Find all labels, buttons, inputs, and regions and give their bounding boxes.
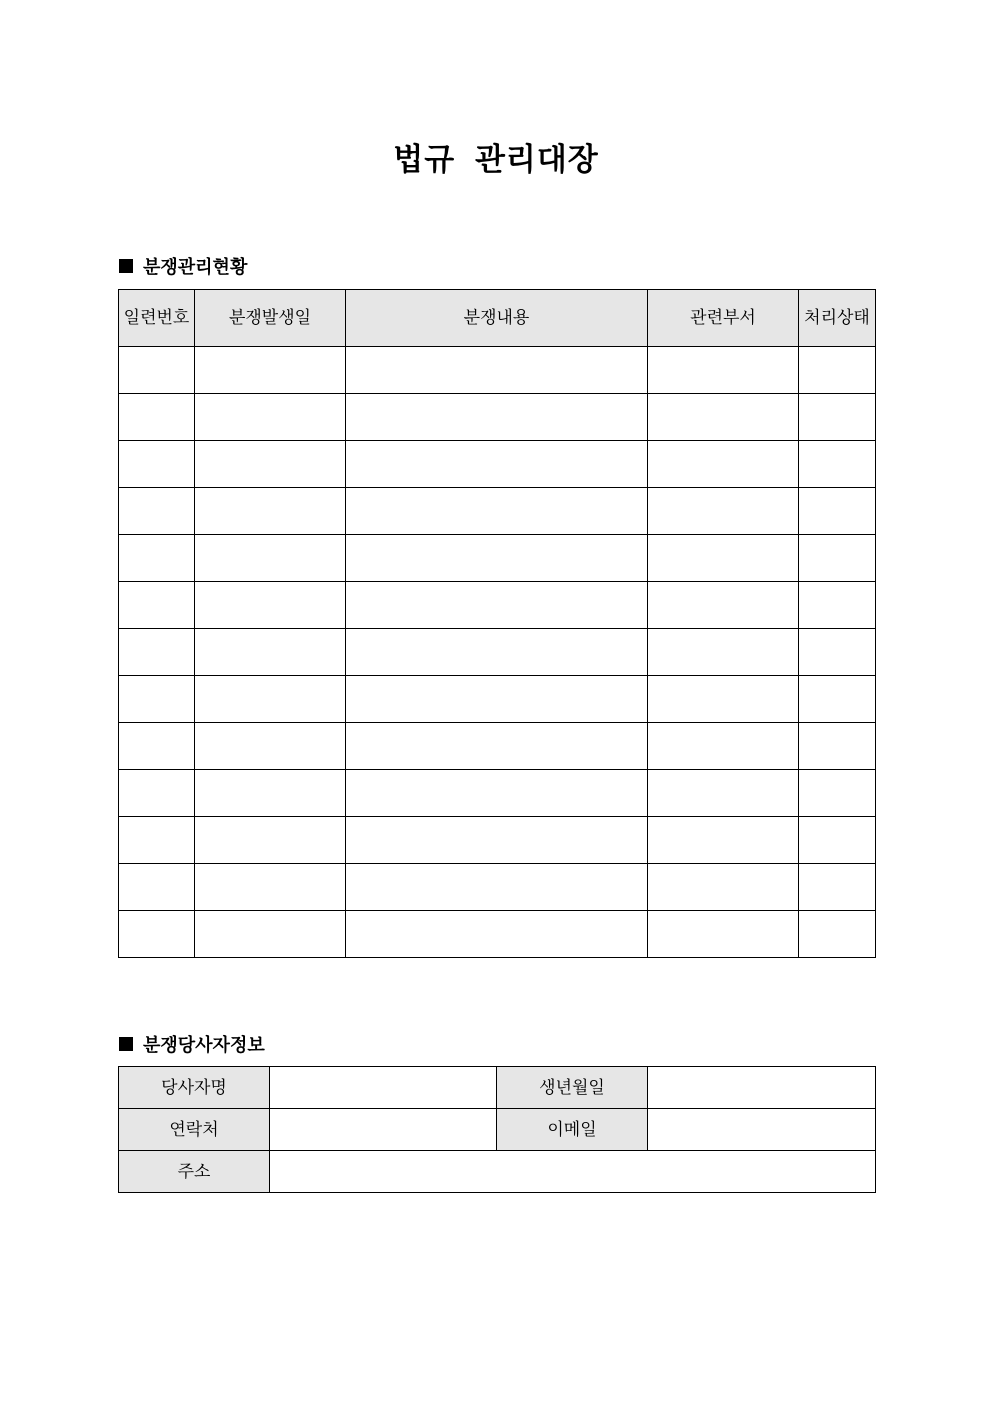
department-cell[interactable] — [648, 347, 799, 394]
serial-no-cell[interactable] — [119, 676, 195, 723]
table-row — [119, 347, 876, 394]
party-name-field[interactable] — [270, 1067, 497, 1109]
dispute-content-cell[interactable] — [346, 676, 648, 723]
status-cell[interactable] — [799, 347, 876, 394]
serial-no-cell[interactable] — [119, 864, 195, 911]
section-heading-party-info — [119, 1031, 265, 1057]
column-header-serial-no: 일련번호 — [119, 290, 195, 347]
serial-no-cell[interactable] — [119, 629, 195, 676]
dispute-date-cell[interactable] — [195, 582, 346, 629]
dispute-content-cell[interactable] — [346, 347, 648, 394]
department-cell[interactable] — [648, 911, 799, 958]
department-cell[interactable] — [648, 770, 799, 817]
table-row — [119, 911, 876, 958]
table-row — [119, 770, 876, 817]
dispute-status-table — [118, 289, 876, 958]
department-cell[interactable] — [648, 723, 799, 770]
dispute-content-cell[interactable] — [346, 441, 648, 488]
column-header-dispute-date: 분쟁발생일 — [195, 290, 346, 347]
status-cell[interactable] — [799, 535, 876, 582]
dispute-date-cell[interactable] — [195, 441, 346, 488]
table-row — [119, 723, 876, 770]
serial-no-cell[interactable] — [119, 817, 195, 864]
table-row — [119, 629, 876, 676]
dispute-content-cell[interactable] — [346, 629, 648, 676]
serial-no-cell[interactable] — [119, 488, 195, 535]
page-title: 법규 관리대장 — [393, 142, 599, 178]
section-heading-label: 분쟁관리현황 — [143, 257, 248, 278]
department-cell[interactable] — [648, 817, 799, 864]
contact-field[interactable] — [270, 1109, 497, 1151]
status-cell[interactable] — [799, 817, 876, 864]
serial-no-cell[interactable] — [119, 347, 195, 394]
serial-no-cell[interactable] — [119, 770, 195, 817]
department-cell[interactable] — [648, 864, 799, 911]
status-cell[interactable] — [799, 582, 876, 629]
table-row — [119, 676, 876, 723]
serial-no-cell[interactable] — [119, 394, 195, 441]
dispute-date-cell[interactable] — [195, 535, 346, 582]
table-row — [119, 1151, 876, 1193]
square-bullet-icon — [119, 1037, 133, 1051]
section-heading-dispute-status — [119, 253, 247, 279]
department-cell[interactable] — [648, 676, 799, 723]
section-heading-label: 분쟁당사자정보 — [143, 1035, 265, 1056]
email-label: 이메일 — [497, 1109, 648, 1151]
department-cell[interactable] — [648, 441, 799, 488]
status-cell[interactable] — [799, 441, 876, 488]
serial-no-cell[interactable] — [119, 911, 195, 958]
table-row — [119, 535, 876, 582]
status-cell[interactable] — [799, 488, 876, 535]
status-cell[interactable] — [799, 911, 876, 958]
table-row — [119, 1109, 876, 1151]
birthdate-label: 생년월일 — [497, 1067, 648, 1109]
dispute-date-cell[interactable] — [195, 676, 346, 723]
dispute-content-cell[interactable] — [346, 535, 648, 582]
address-field[interactable] — [270, 1151, 876, 1193]
dispute-date-cell[interactable] — [195, 864, 346, 911]
table-row — [119, 582, 876, 629]
table-row — [119, 1067, 876, 1109]
status-cell[interactable] — [799, 676, 876, 723]
department-cell[interactable] — [648, 629, 799, 676]
serial-no-cell[interactable] — [119, 441, 195, 488]
birthdate-field[interactable] — [648, 1067, 876, 1109]
party-name-label: 당사자명 — [119, 1067, 270, 1109]
address-label: 주소 — [119, 1151, 270, 1193]
dispute-date-cell[interactable] — [195, 488, 346, 535]
dispute-content-cell[interactable] — [346, 770, 648, 817]
table-row — [119, 817, 876, 864]
status-cell[interactable] — [799, 394, 876, 441]
status-cell[interactable] — [799, 723, 876, 770]
dispute-date-cell[interactable] — [195, 911, 346, 958]
status-cell[interactable] — [799, 864, 876, 911]
dispute-content-cell[interactable] — [346, 394, 648, 441]
party-info-table — [118, 1066, 876, 1193]
department-cell[interactable] — [648, 582, 799, 629]
column-header-status: 처리상태 — [799, 290, 876, 347]
contact-label: 연락처 — [119, 1109, 270, 1151]
serial-no-cell[interactable] — [119, 582, 195, 629]
dispute-date-cell[interactable] — [195, 723, 346, 770]
column-header-department: 관련부서 — [648, 290, 799, 347]
email-field[interactable] — [648, 1109, 876, 1151]
serial-no-cell[interactable] — [119, 723, 195, 770]
dispute-date-cell[interactable] — [195, 629, 346, 676]
dispute-content-cell[interactable] — [346, 817, 648, 864]
status-cell[interactable] — [799, 629, 876, 676]
table-header-row — [119, 290, 876, 347]
department-cell[interactable] — [648, 488, 799, 535]
dispute-content-cell[interactable] — [346, 488, 648, 535]
department-cell[interactable] — [648, 535, 799, 582]
status-cell[interactable] — [799, 770, 876, 817]
dispute-date-cell[interactable] — [195, 770, 346, 817]
dispute-date-cell[interactable] — [195, 394, 346, 441]
dispute-content-cell[interactable] — [346, 582, 648, 629]
department-cell[interactable] — [648, 394, 799, 441]
dispute-content-cell[interactable] — [346, 911, 648, 958]
square-bullet-icon — [119, 259, 133, 273]
dispute-content-cell[interactable] — [346, 723, 648, 770]
table-row — [119, 394, 876, 441]
dispute-date-cell[interactable] — [195, 817, 346, 864]
serial-no-cell[interactable] — [119, 535, 195, 582]
dispute-date-cell[interactable] — [195, 347, 346, 394]
table-row — [119, 441, 876, 488]
table-row — [119, 488, 876, 535]
dispute-content-cell[interactable] — [346, 864, 648, 911]
column-header-dispute-content: 분쟁내용 — [346, 290, 648, 347]
table-row — [119, 864, 876, 911]
